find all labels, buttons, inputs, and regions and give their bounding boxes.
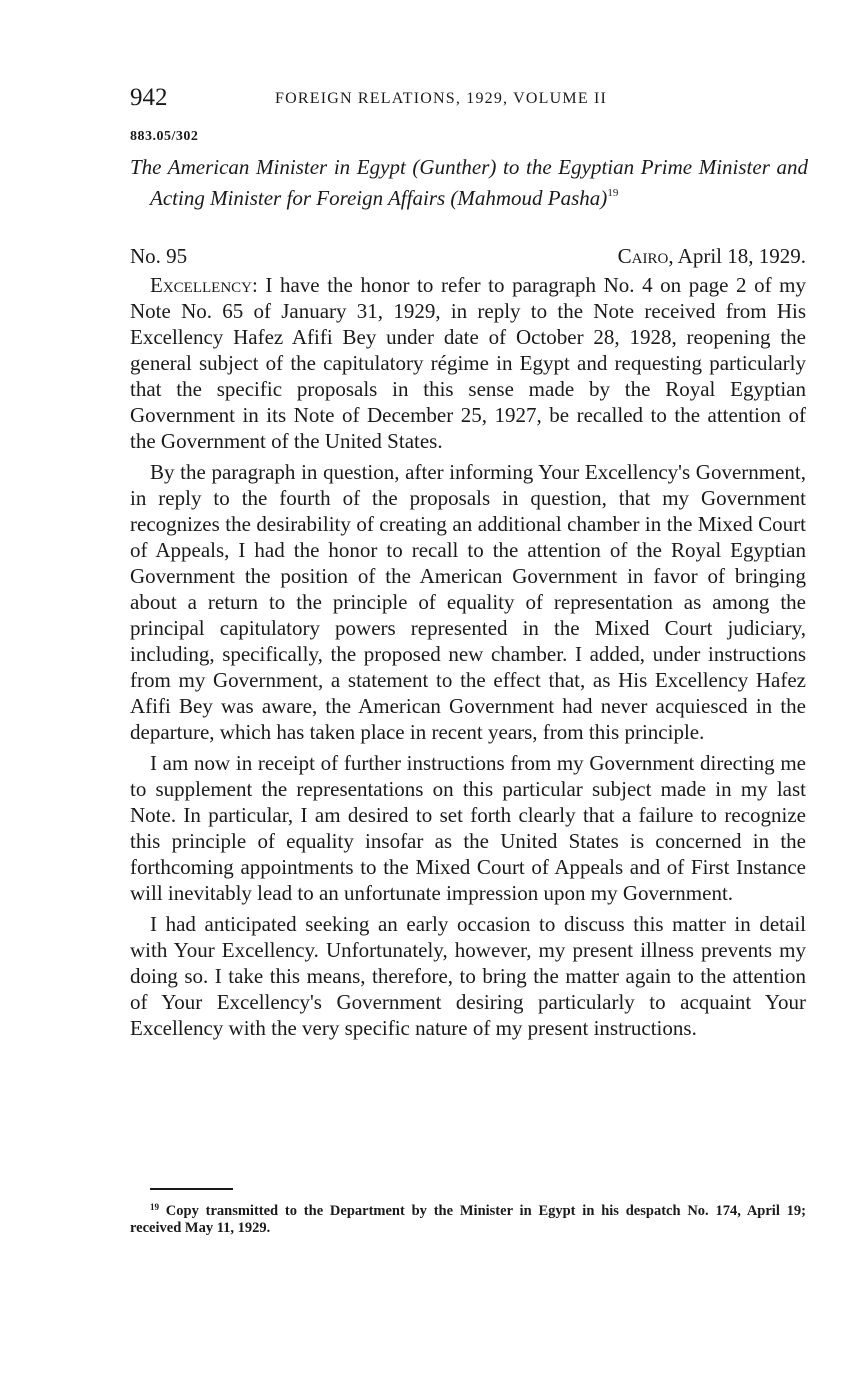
paragraph (130, 272, 806, 454)
heading-text: The American Minister in Egypt (Gunther) to the Egyptian Prime Minister and Acting Minister for Foreign Affairs (Mahmoud Pasha) (130, 155, 808, 210)
paragraph: By the paragraph in question, after informing Your Excellency's Government, in reply to the fourth of the proposals in question, that my Government recognizes the desirability of creating an additional chamber in the Mixed Court of Appeals, I had the honor to recall to the attention of the Royal Egyptian Government the position of the American Government in favor of bringing about a return to the principle of equality of representation as among the principal capitulatory powers represented in the Mixed Court judiciary, including, specifically, the proposed new chamber. I added, under instructions from my Government, a statement to the effect that, as His Excellency Hafez Afifi Bey was aware, the American Government had never acquiesced in the departure, which has taken place in recent years, from this principle. (130, 460, 806, 744)
date: April 18, 1929. (673, 244, 806, 268)
note-number: No. 95 (130, 244, 188, 268)
footnote-divider (150, 1188, 233, 1190)
footnote (130, 1199, 806, 1237)
page-number: 942 (130, 84, 168, 111)
place: Cairo, (617, 244, 674, 268)
dateline (130, 243, 806, 269)
document-heading (130, 154, 808, 211)
place-date (618, 243, 806, 269)
file-number: 883.05/302 (130, 129, 199, 144)
letter-body (130, 272, 806, 1046)
paragraph: I am now in receipt of further instructions from my Government directing me to supplement the representations on this particular subject made in my last Note. In particular, I am desired to set forth clearly that a failure to recognize this principle of equality insofar as the United States is concerned in the forthcoming appointments to the Mixed Court of Appeals and of First Instance will inevitably lead to an unfortunate impression upon my Government. (130, 751, 806, 905)
paragraph-text: I have the honor to refer to paragraph No. 4 on page 2 of my Note No. 65 of January 31, 1929, in reply to the Note received from His Excellency Hafez Afifi Bey under date of October 28, 1928, reopening the general subject of the capitulatory régime in Egypt and requesting particularly that the specific proposals in this sense made by the Royal Egyptian Government in its Note of December 25, 1927, be recalled to the attention of the Government of the United States. (130, 273, 806, 453)
footnote-text: Copy transmitted to the Department by the Minister in Egypt in his despatch No. 174, April 19; received May 11, 1929. (130, 1203, 806, 1236)
heading-footnote-ref: 19 (607, 187, 619, 199)
paragraph: I had anticipated seeking an early occasion to discuss this matter in detail with Your Excellency. Unfortunately, however, my present illness prevents my doing so. I take this means, therefore, to bring the matter again to the attention of Your Excellency's Government desiring particularly to acquaint Your Excellency with the very specific nature of my present instructions. (130, 912, 806, 1040)
footnote-number: 19 (150, 1202, 159, 1212)
running-head: FOREIGN RELATIONS, 1929, VOLUME II (275, 90, 608, 107)
salutation: Excellency: (150, 273, 258, 297)
